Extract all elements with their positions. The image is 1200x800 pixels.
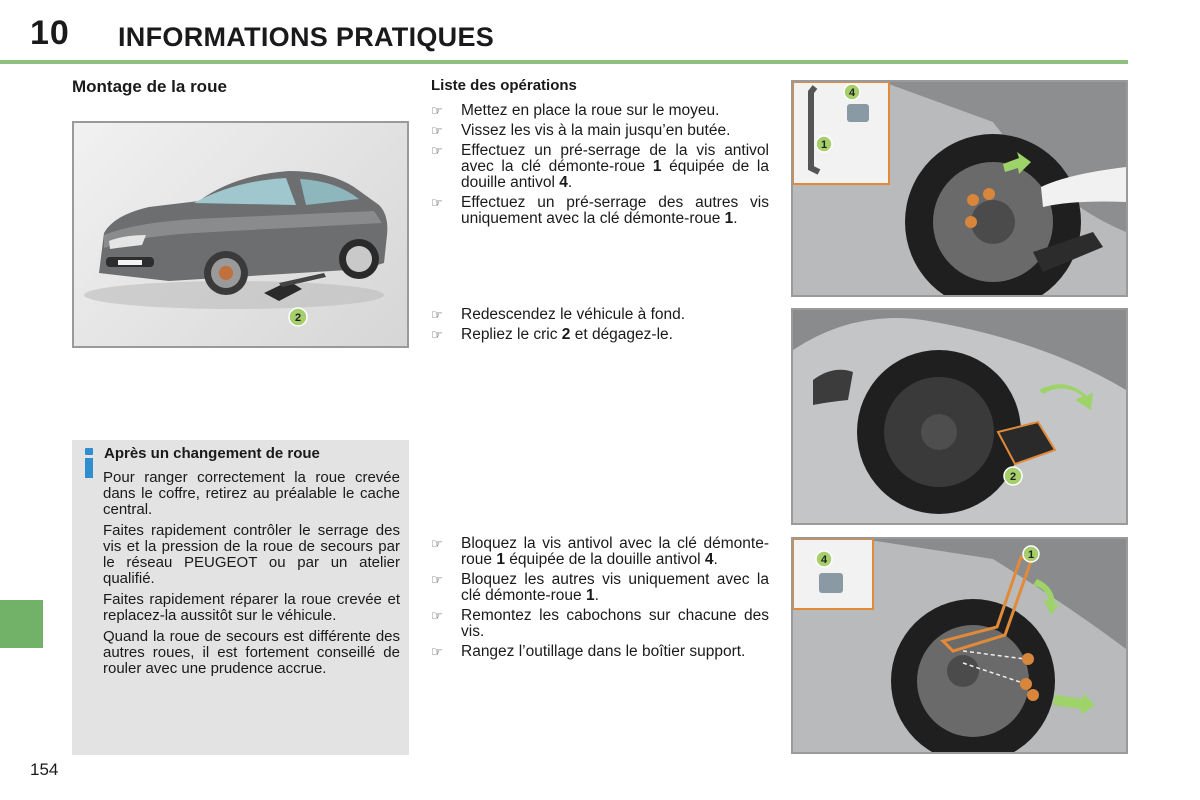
operation-step: ☞ Redescendez le véhicule à fond. — [431, 306, 686, 323]
pointing-hand-icon: ☞ — [431, 572, 443, 587]
photo-tightening-bolts — [791, 80, 1128, 297]
operation-step: ☞ Repliez le cric 2 et dégagez-le. — [431, 326, 673, 343]
operations-title: Liste des opérations — [431, 77, 577, 94]
operation-step: ☞ Effectuez un pré-serrage de la vis antivol avec la clé démonte-roue 1 équipée de la douille antivol 4. — [431, 142, 769, 191]
section-title: Montage de la roue — [72, 77, 227, 96]
operation-step: ☞ Bloquez les autres vis uniquement avec la clé démonte-roue 1. — [431, 571, 769, 604]
operations-list-b — [431, 307, 769, 347]
operation-step: ☞ Bloquez la vis antivol avec la clé démonte-roue 1 équipée de la douille antivol 4. — [431, 535, 769, 568]
operation-step: ☞ Vissez les vis à la main jusqu’en butée. — [431, 122, 731, 139]
info-paragraph: Faites rapidement réparer la roue crevée et replacez-la aussitôt sur le véhicule. — [103, 591, 400, 624]
info-paragraph: Pour ranger correctement la roue crevée dans le coffre, retirez au préalable le cache central. — [103, 469, 400, 518]
operation-step: ☞ Mettez en place la roue sur le moyeu. — [431, 102, 720, 119]
callout-wrench: 1 — [1027, 549, 1035, 561]
operation-step: ☞ Effectuez un pré-serrage des autres vis uniquement avec la clé démonte-roue 1. — [431, 194, 769, 227]
operation-step: ☞ Rangez l’outillage dans le boîtier support. — [431, 643, 746, 660]
chapter-number: 10 — [30, 14, 70, 52]
info-paragraph: Quand la roue de secours est différente des autres roues, il est fortement conseillé de rouler avec une prudence accrue. — [103, 628, 400, 677]
info-box — [72, 440, 409, 755]
header-rule — [0, 60, 1128, 64]
callout-jack: 2 — [1009, 471, 1017, 483]
operations-list-c — [431, 536, 769, 664]
info-box-title: Après un changement de roue — [104, 445, 320, 462]
operations-list-a — [431, 103, 769, 231]
pointing-hand-icon: ☞ — [431, 536, 443, 551]
info-box-body — [103, 470, 400, 682]
pointing-hand-icon: ☞ — [431, 608, 443, 623]
info-icon — [82, 448, 96, 478]
callout-socket: 4 — [820, 554, 828, 566]
callout-jack: 2 — [294, 312, 302, 324]
pointing-hand-icon: ☞ — [431, 123, 443, 138]
page-number: 154 — [30, 760, 59, 779]
chapter-side-tab — [0, 600, 43, 648]
callout-socket: 4 — [848, 87, 856, 99]
car-illustration — [72, 121, 409, 348]
pointing-hand-icon: ☞ — [431, 103, 443, 118]
callout-wrench: 1 — [820, 139, 828, 151]
pointing-hand-icon: ☞ — [431, 195, 443, 210]
pointing-hand-icon: ☞ — [431, 307, 443, 322]
operation-step: ☞ Remontez les cabochons sur chacune des vis. — [431, 607, 769, 640]
pointing-hand-icon: ☞ — [431, 143, 443, 158]
chapter-title: INFORMATIONS PRATIQUES — [118, 22, 495, 52]
pointing-hand-icon: ☞ — [431, 327, 443, 342]
info-paragraph: Faites rapidement contrôler le serrage des vis et la pression de la roue de secours par le réseau PEUGEOT ou par un atelier qualifié. — [103, 522, 400, 587]
photo-locking-bolts — [791, 537, 1128, 754]
photo-lowering-jack — [791, 308, 1128, 525]
pointing-hand-icon: ☞ — [431, 644, 443, 659]
